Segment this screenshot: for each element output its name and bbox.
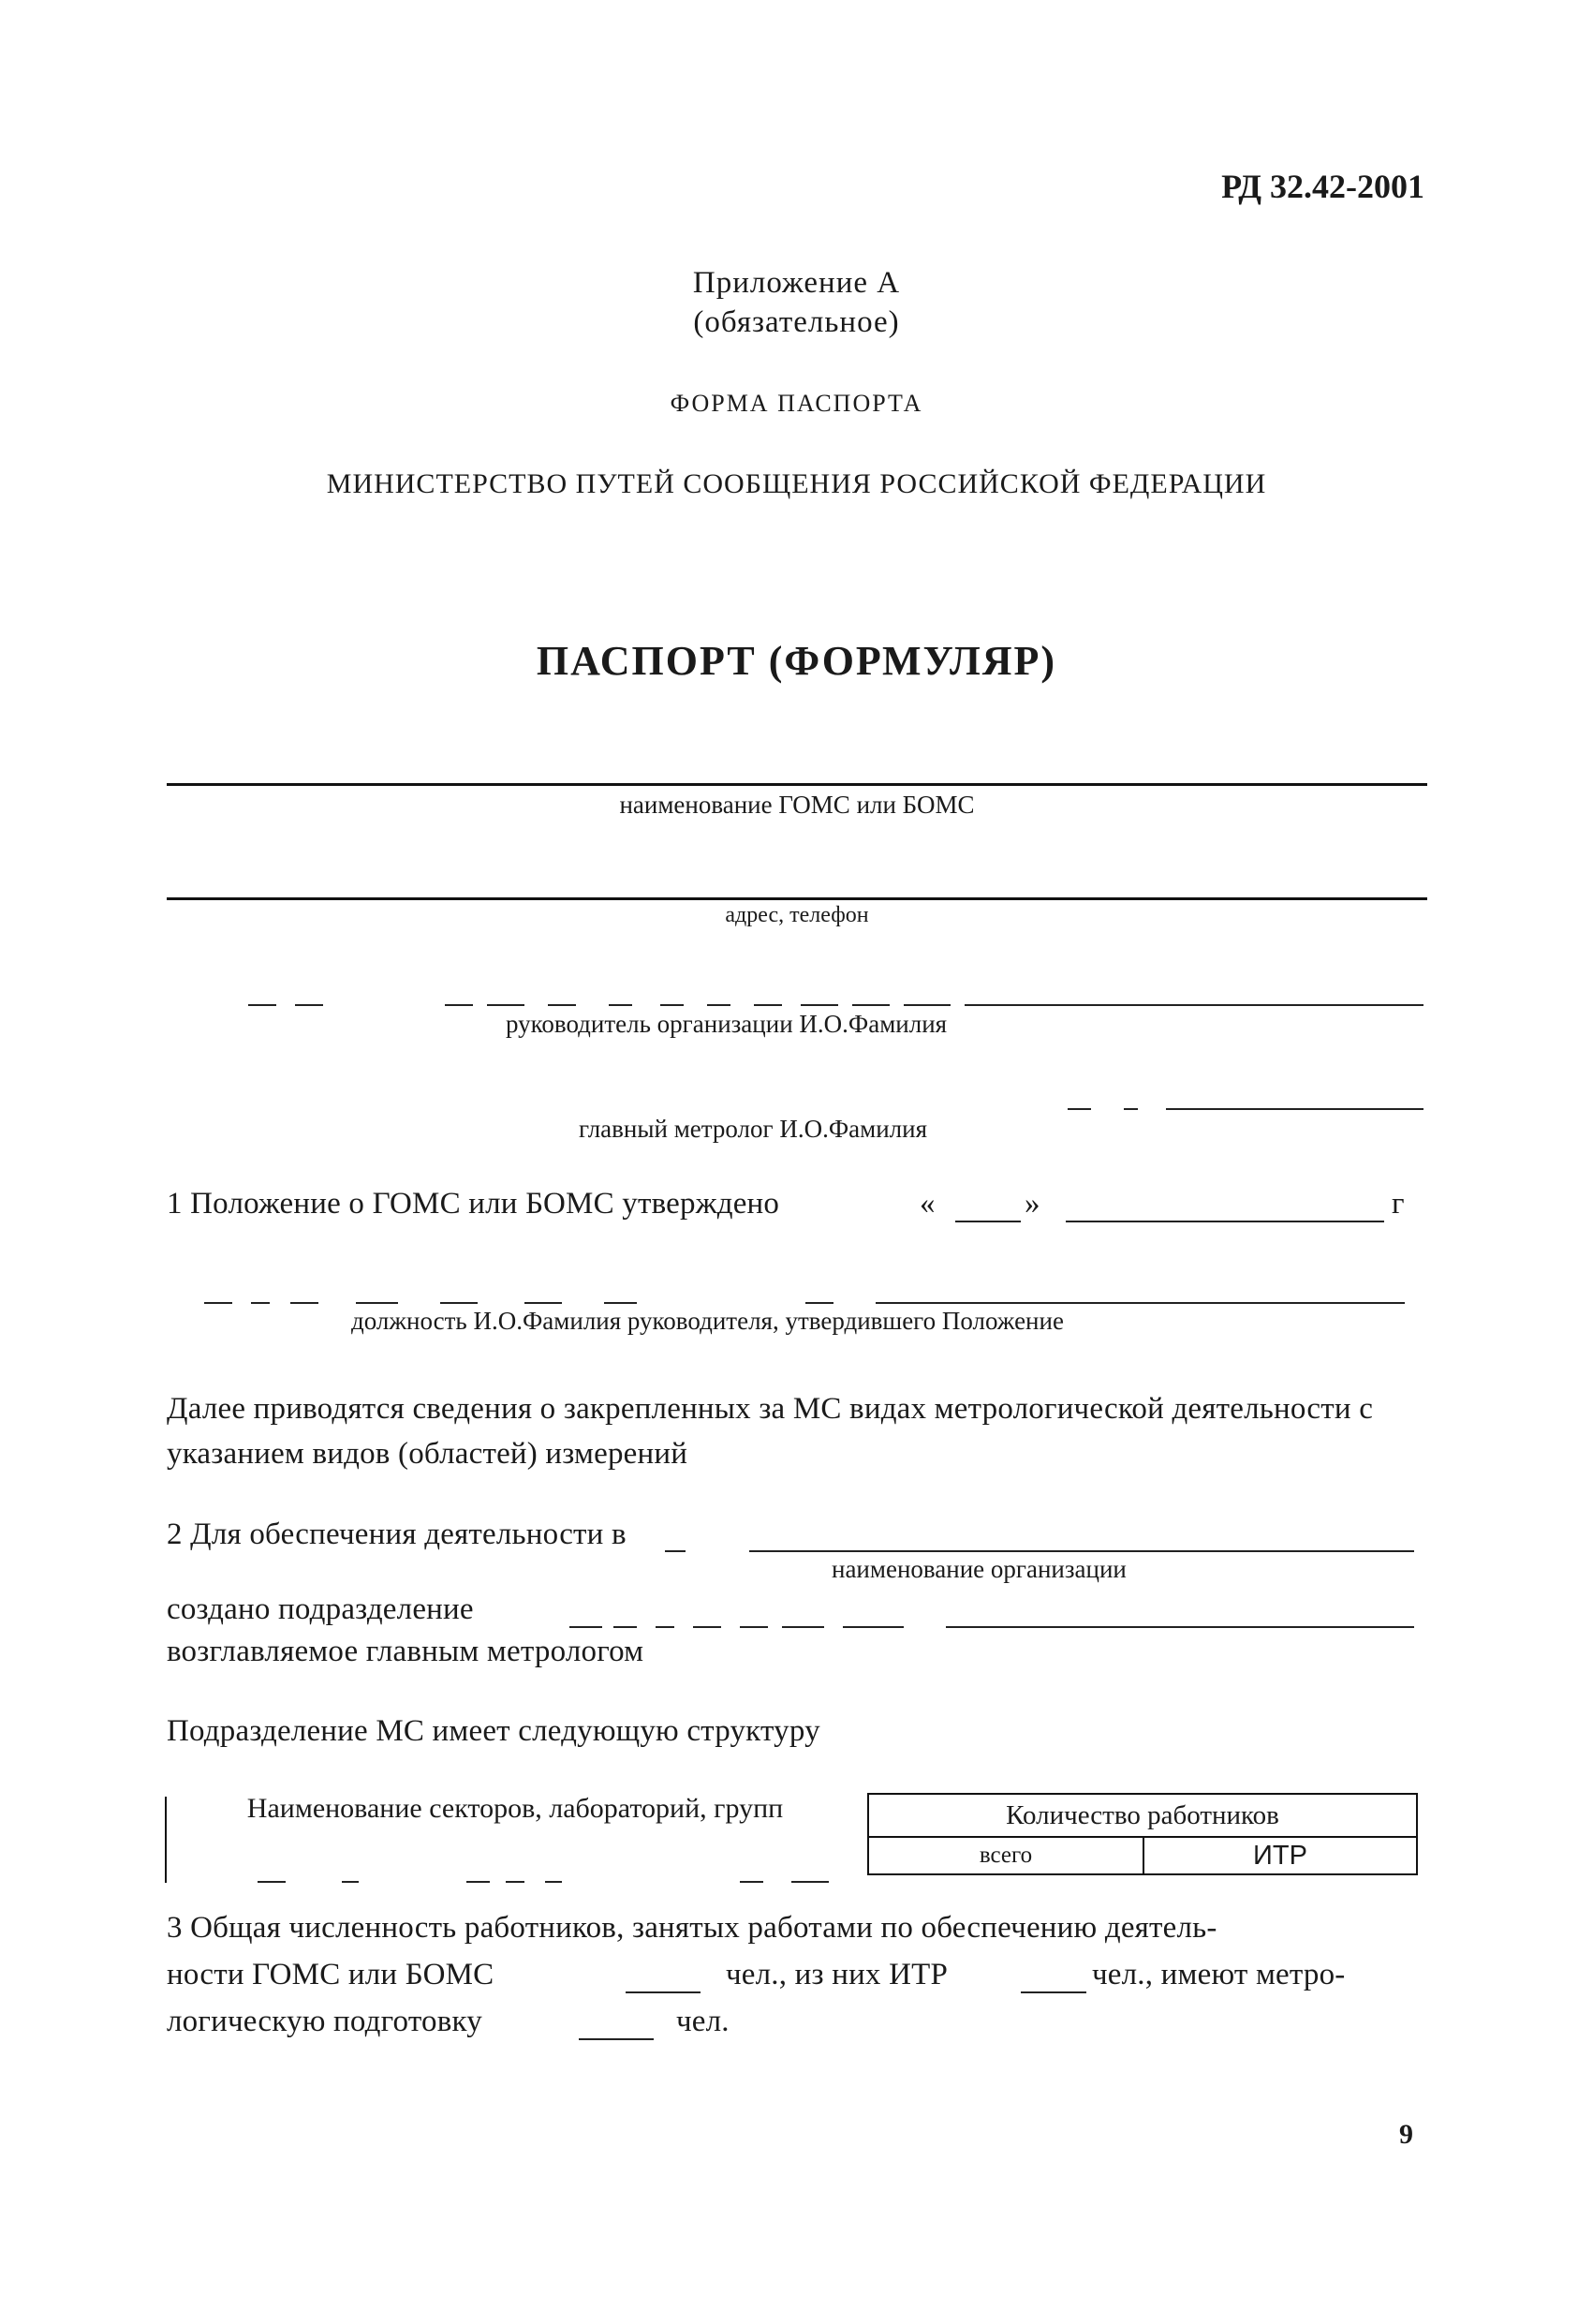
head-dash — [445, 1004, 473, 1006]
appendix-label: Приложение А — [692, 266, 901, 300]
table-dash — [466, 1881, 490, 1883]
total-workers-line — [626, 1991, 701, 1993]
head-dash — [248, 1004, 276, 1006]
ministry-name: МИНИСТЕРСТВО ПУТЕЙ СООБЩЕНИЯ РОССИЙСКОЙ ФЕДЕРАЦИИ — [326, 468, 1267, 499]
item2-text: 2 Для обеспечения деятельности в — [167, 1517, 627, 1551]
item3-line3-b: чел. — [676, 2005, 730, 2038]
approver-dash — [356, 1302, 398, 1304]
metrologist-dash — [1068, 1108, 1091, 1110]
subdivision-line — [613, 1626, 637, 1628]
table-left-bracket — [165, 1797, 167, 1883]
approver-dash — [251, 1302, 270, 1304]
item1-text: 1 Положение о ГОМС или БОМС утверждено — [167, 1187, 780, 1221]
table-dash — [506, 1881, 524, 1883]
head-caption: руководитель организации И.О.Фамилия — [506, 1010, 948, 1038]
head-dash — [965, 1004, 1423, 1006]
appendix-type: (обязательное) — [693, 305, 900, 339]
structure-text: Подразделение МС имеет следующую структуру — [167, 1714, 820, 1748]
approver-dash — [805, 1302, 833, 1304]
table-col-name: Наименование секторов, лабораторий, групп — [246, 1793, 784, 1824]
col-itr-header: ИТР — [1143, 1837, 1417, 1874]
subdivision-line — [740, 1626, 768, 1628]
table-dash — [342, 1881, 359, 1883]
approver-dash — [204, 1302, 232, 1304]
subdivision-line — [782, 1626, 824, 1628]
document-code: РД 32.42-2001 — [1221, 168, 1424, 205]
day-line — [955, 1221, 1021, 1222]
worker-count-table — [867, 1793, 1418, 1875]
subdivision-line — [656, 1626, 674, 1628]
item3-line2-b: чел., из них ИТР — [726, 1958, 949, 1991]
org-name-line — [167, 783, 1427, 786]
head-dash — [707, 1004, 730, 1006]
further-info-paragraph: Далее приводятся сведения о закрепленных за МС видах метрологической деятельности с указанием видов (областей) измерений — [167, 1392, 1374, 1471]
head-dash — [904, 1004, 951, 1006]
subdivision-line — [843, 1626, 904, 1628]
table-dash — [791, 1881, 829, 1883]
table-dash — [740, 1881, 763, 1883]
document-title: ПАСПОРТ (ФОРМУЛЯР) — [536, 638, 1057, 684]
org-name-caption: наименование ГОМС или БОМС — [619, 791, 975, 819]
metrology-trained-line — [579, 2038, 654, 2040]
month-year-line — [1066, 1221, 1384, 1222]
year-suffix: г — [1392, 1187, 1405, 1221]
item3-line3-a: логическую подготовку — [167, 2005, 482, 2038]
subdivision-line — [693, 1626, 721, 1628]
item3-line2-c: чел., имеют метро- — [1092, 1958, 1346, 1991]
chief-metrologist-caption: главный метролог И.О.Фамилия — [579, 1115, 928, 1143]
head-dash — [487, 1004, 524, 1006]
quote-close: » — [1025, 1187, 1040, 1221]
head-dash — [754, 1004, 782, 1006]
subdivision-line — [946, 1626, 1414, 1628]
approver-dash — [290, 1302, 318, 1304]
quote-open: « — [920, 1187, 936, 1221]
page-number: 9 — [1399, 2119, 1413, 2150]
table-dash — [545, 1881, 562, 1883]
itr-workers-line — [1021, 1991, 1086, 1993]
head-dash — [609, 1004, 632, 1006]
organization-line — [665, 1550, 686, 1552]
head-dash — [801, 1004, 838, 1006]
head-dash — [548, 1004, 576, 1006]
metrologist-dash — [1124, 1108, 1138, 1110]
table-dash — [258, 1881, 286, 1883]
subdivision-line — [569, 1626, 602, 1628]
form-title: ФОРМА ПАСПОРТА — [670, 390, 923, 417]
col-total-header: всего — [868, 1837, 1143, 1874]
head-dash — [852, 1004, 890, 1006]
col-count-header: Количество работников — [868, 1794, 1417, 1837]
address-line — [167, 897, 1427, 900]
item2-created: создано подразделение — [167, 1592, 474, 1626]
item3-line1: 3 Общая численность работников, занятых работами по обеспечению деятель- — [167, 1911, 1217, 1945]
head-dash — [660, 1004, 684, 1006]
approver-dash — [524, 1302, 562, 1304]
item2-headed: возглавляемое главным метрологом — [167, 1635, 644, 1668]
approver-dash — [440, 1302, 478, 1304]
organization-caption: наименование организации — [832, 1555, 1127, 1583]
head-dash — [295, 1004, 323, 1006]
address-caption: адрес, телефон — [725, 903, 869, 927]
approver-dash — [876, 1302, 1405, 1304]
item3-line2-a: ности ГОМС или БОМС — [167, 1958, 494, 1991]
approver-caption: должность И.О.Фамилия руководителя, утвердившего Положение — [351, 1307, 1064, 1335]
metrologist-dash — [1166, 1108, 1423, 1110]
approver-dash — [604, 1302, 637, 1304]
organization-line — [749, 1550, 1414, 1552]
